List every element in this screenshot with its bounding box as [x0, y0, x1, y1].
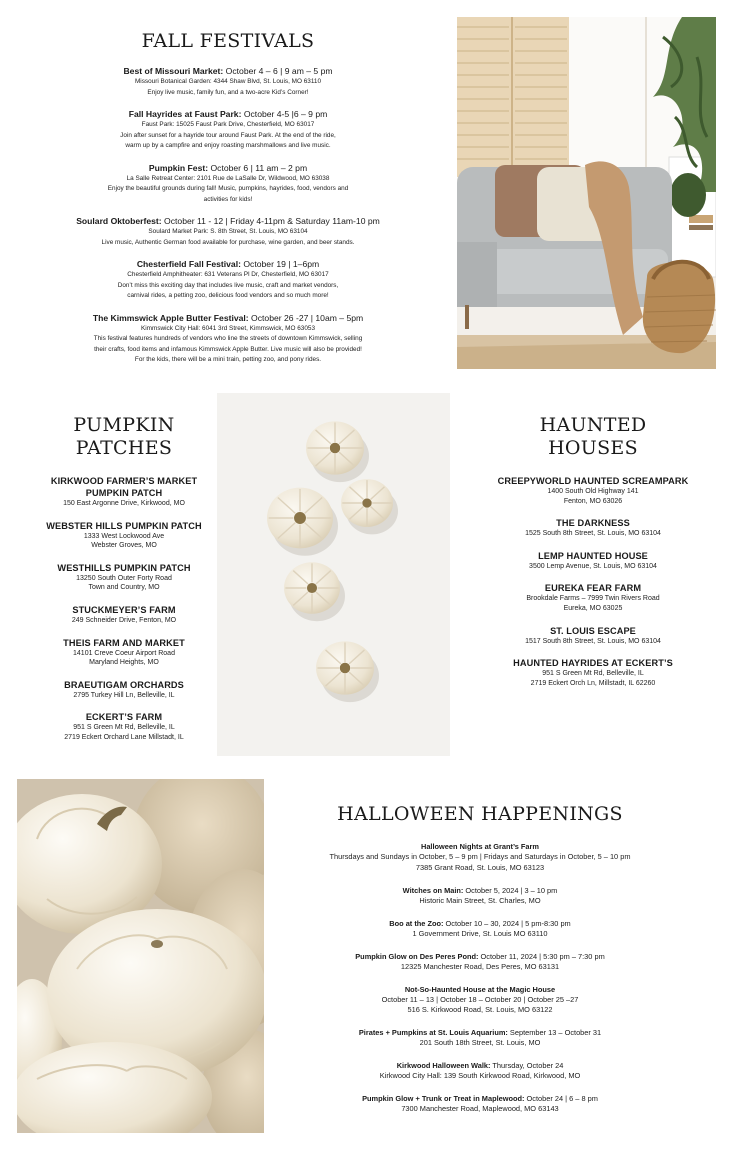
event-heading	[40, 108, 416, 120]
event-detail: Join after sunset for a hayride tour around Faust Park. At the end of the ride,	[120, 131, 336, 139]
event-when: October 4 – 6 | 9 am – 5 pm	[223, 66, 333, 76]
event-detail: Chesterfield Amphitheater: 631 Veterans Pl Dr, Chesterfield, MO 63017	[127, 271, 329, 278]
haunted-house-item	[488, 475, 698, 506]
event-detail: Enjoy live music, family fun, and a two-acre Kid’s Corner!	[147, 88, 309, 96]
entry-name: WESTHILLS PUMPKIN PATCH	[57, 562, 191, 573]
event-detail: carnival rides, a petting zoo, delicious food vendors and so much more!	[127, 292, 329, 299]
event-name: Chesterfield Fall Festival:	[136, 259, 241, 269]
entry-address: 2719 Eckert Orch Ln, Millstadt, IL 62260	[530, 679, 656, 687]
event-detail: Historic Main Street, St. Charles, MO	[419, 895, 541, 905]
entry-name: EUREKA FEAR FARM	[544, 583, 642, 594]
haunted-houses-title-line: HOUSES	[548, 437, 638, 459]
pumpkin-stem	[330, 443, 340, 453]
entry-name: ST. LOUIS ESCAPE	[550, 625, 636, 636]
entry-address: 951 S Green Mt Rd, Belleville, IL	[542, 670, 644, 678]
halloween-event-item	[290, 1060, 670, 1082]
fall-festivals-list	[40, 65, 416, 366]
event-when: October 11, 2024 | 5:30 pm – 7:30 pm	[478, 951, 605, 961]
event-name: Pumpkin Fest:	[148, 162, 209, 173]
event-when: Thursday, October 24	[490, 1061, 564, 1070]
haunted-house-item	[488, 517, 698, 539]
event-name: Kirkwood Halloween Walk:	[396, 1061, 491, 1070]
pumpkin-patch-item	[30, 604, 218, 626]
haunted-houses-list	[488, 475, 698, 688]
event-name: Soulard Oktoberfest:	[76, 216, 162, 226]
event-heading	[290, 1093, 670, 1104]
event-detail: 7385 Grant Road, St. Louis, MO 63123	[415, 862, 545, 872]
entry-address: 2795 Turkey Hill Ln, Belleville, IL	[73, 691, 175, 699]
entry-address: 1333 West Lockwood Ave	[83, 532, 165, 540]
halloween-happenings-list	[290, 841, 670, 1115]
entry-address: Town and Country, MO	[88, 584, 160, 592]
event-heading	[40, 65, 416, 77]
entry-address: 150 East Argonne Drive, Kirkwood, MO	[63, 500, 185, 507]
event-detail: October 11 – 13 | October 18 – October 20 | October 25 –27	[381, 994, 579, 1004]
pumpkin-patch-item	[30, 520, 218, 551]
haunted-house-item	[488, 657, 698, 688]
entry-name: LEMP HAUNTED HOUSE	[538, 550, 648, 561]
event-name: Boo at the Zoo:	[389, 918, 444, 928]
entry-address: 951 S Green Mt Rd, Belleville, IL	[73, 724, 175, 732]
event-when: October 24 | 6 – 8 pm	[524, 1094, 598, 1103]
white-pumpkins-pile-photo	[17, 779, 264, 1133]
halloween-event-item	[290, 984, 670, 1016]
fall-festivals-title: FALL FESTIVALS	[141, 30, 315, 52]
entry-name: CREEPYWORLD HAUNTED SCREAMPARK	[497, 476, 689, 486]
haunted-houses-title	[488, 414, 698, 460]
entry-name: THEIS FARM AND MARKET	[63, 637, 185, 648]
event-detail: Kirkwood City Hall: 139 South Kirkwood Road, Kirkwood, MO	[379, 1071, 581, 1080]
event-detail: Missouri Botanical Garden: 4344 Shaw Blvd, St. Louis, MO 63110	[134, 78, 322, 85]
pumpkin-patches-section	[30, 414, 218, 754]
event-when: October 11 - 12 | Friday 4-11pm & Saturday 11am-10 pm	[161, 216, 380, 226]
pumpkin-patch-item	[30, 637, 218, 668]
entry-address: 1517 South 8th Street, St. Louis, MO 63104	[525, 637, 661, 645]
haunted-house-item	[488, 582, 698, 613]
entry-address: Brookdale Farms – 7999 Twin Rivers Road	[526, 595, 660, 603]
halloween-event-item	[290, 918, 670, 940]
event-detail: For the kids, there will be a mini train, petting zoo, and pony rides.	[134, 356, 322, 363]
pumpkin-patch-item	[30, 711, 218, 742]
pumpkin-stem	[340, 663, 350, 673]
halloween-event-item	[290, 841, 670, 873]
entry-address: Webster Groves, MO	[91, 542, 157, 550]
halloween-event-item	[290, 951, 670, 973]
fall-festival-item	[40, 65, 416, 98]
entry-name: HAUNTED HAYRIDES AT ECKERT’S	[513, 658, 673, 669]
event-heading	[290, 1060, 670, 1071]
event-detail: Live music, Authentic German food available for purchase, wine garden, and beer stands.	[101, 238, 355, 246]
pumpkin-patch-item	[30, 562, 218, 593]
event-when: September 13 – October 31	[507, 1028, 602, 1037]
fall-festivals-section	[40, 30, 416, 376]
event-heading	[40, 215, 416, 227]
event-detail: Thursdays and Sundays in October, 5 – 9 pm | Fridays and Saturdays in October, 5 – 10 pm	[329, 852, 631, 861]
pumpkin-patches-title-line: PATCHES	[75, 437, 173, 459]
event-when: October 19 | 1–6pm	[240, 259, 320, 269]
event-when: October 5, 2024 | 3 – 10 pm	[463, 885, 558, 895]
halloween-happenings-section	[290, 803, 670, 1126]
haunted-houses-section	[488, 414, 698, 699]
event-when: October 26 -27 | 10am – 5pm	[248, 312, 364, 323]
halloween-event-item	[290, 1027, 670, 1049]
event-detail: warm up by a campfire and enjoy roasting marshmallows and live music.	[125, 142, 331, 149]
entry-name: STUCKMEYER’S FARM	[72, 604, 176, 615]
white-pumpkins-pile-illustration	[17, 779, 264, 1133]
event-heading	[290, 885, 670, 896]
entry-name: THE DARKNESS	[556, 518, 630, 529]
entry-address: Maryland Heights, MO	[89, 659, 159, 667]
event-name: The Kimmswick Apple Butter Festival:	[92, 312, 249, 323]
pumpkin-patches-title	[30, 414, 218, 460]
event-detail: activities for kids!	[203, 195, 253, 203]
event-heading	[290, 841, 670, 852]
pumpkin-stem	[294, 512, 306, 524]
halloween-event-item	[290, 1093, 670, 1115]
event-detail: La Salle Retreat Center: 2101 Rue de LaSalle Dr, Wildwood, MO 63038	[126, 174, 330, 182]
event-detail: 201 South 18th Street, St. Louis, MO	[419, 1038, 541, 1047]
living-room-photo	[457, 17, 716, 369]
entry-address: 1400 South Old Highway 141	[547, 488, 639, 495]
pumpkin-patch-item	[30, 475, 218, 509]
entry-address: 249 Schneider Drive, Fenton, MO	[71, 616, 177, 624]
living-room-illustration	[457, 17, 716, 369]
pumpkin-patches-list	[30, 475, 218, 743]
event-heading	[290, 951, 670, 962]
fall-festival-item	[40, 162, 416, 206]
fall-festival-item	[40, 108, 416, 152]
white-pumpkins-flatlay-photo	[217, 393, 450, 756]
haunted-house-item	[488, 625, 698, 647]
fall-festival-item	[40, 312, 416, 366]
event-heading	[290, 1027, 670, 1038]
fall-festival-item	[40, 215, 416, 248]
event-heading	[40, 312, 416, 324]
halloween-happenings-title: HALLOWEEN HAPPENINGS	[337, 803, 623, 825]
event-detail: This festival features hundreds of vendors who line the streets of downtown Kimmswick, selling	[93, 335, 363, 342]
haunted-house-item	[488, 550, 698, 572]
entry-address: 13250 South Outer Forty Road	[76, 574, 172, 582]
entry-name: ECKERT’S FARM	[85, 712, 163, 723]
event-name: Pirates + Pumpkins at St. Louis Aquarium:	[358, 1028, 508, 1037]
pumpkin-stem	[307, 583, 317, 593]
pumpkin-patch-item	[30, 679, 218, 701]
entry-name: PUMPKIN PATCH	[85, 488, 163, 498]
entry-address: 14101 Creve Coeur Airport Road	[73, 649, 175, 657]
event-detail: their crafts, food items and infamous Kimmswick Apple Butter. Live music will also be provided!	[94, 345, 362, 353]
pumpkin-stem	[362, 498, 371, 507]
fall-festival-item	[40, 258, 416, 302]
event-heading	[40, 162, 416, 174]
event-detail: Soulard Market Park: S. 8th Street, St. Louis, MO 63104	[148, 228, 308, 235]
event-name: Witches on Main:	[402, 885, 464, 895]
event-detail: 516 S. Kirkwood Road, St. Louis, MO 63122	[407, 1005, 553, 1014]
entry-address: 2719 Eckert Orchard Lane Millstadt, IL	[64, 733, 184, 741]
event-detail: Faust Park: 15025 Faust Park Drive, Chesterfield, MO 63017	[141, 121, 315, 128]
entry-name: KIRKWOOD FARMER’S MARKET	[50, 476, 198, 486]
event-detail: 1 Government Drive, St. Louis MO 63110	[412, 928, 548, 938]
event-detail: Kimmswick City Hall: 6041 3rd Street, Kimmswick, MO 63053	[140, 324, 315, 332]
halloween-event-item	[290, 885, 670, 907]
entry-address: Fenton, MO 63026	[563, 497, 623, 505]
event-name: Pumpkin Glow + Trunk or Treat in Maplewood:	[362, 1094, 525, 1103]
event-heading	[290, 984, 670, 995]
event-name: Not-So-Haunted House at the Magic House	[404, 984, 556, 994]
event-name: Pumpkin Glow on Des Peres Pond:	[355, 951, 479, 961]
event-name: Fall Hayrides at Faust Park:	[128, 109, 242, 119]
event-heading	[290, 918, 670, 929]
event-when: October 4-5 |6 – 9 pm	[241, 109, 328, 119]
entry-address: 3500 Lemp Avenue, St. Louis, MO 63104	[529, 562, 657, 570]
event-name: Best of Missouri Market:	[123, 66, 224, 76]
event-when: October 6 | 11 am – 2 pm	[208, 162, 308, 173]
entry-name: BRAEUTIGAM ORCHARDS	[64, 679, 184, 690]
white-pumpkins-flatlay-illustration	[217, 393, 450, 756]
event-name: Halloween Nights at Grant’s Farm	[420, 842, 539, 851]
event-detail: Enjoy the beautiful grounds during fall! Music, pumpkins, hayrides, food, vendors and	[107, 185, 349, 192]
event-heading	[40, 258, 416, 270]
event-detail: Don’t miss this exciting day that includes live music, craft and market vendors,	[117, 281, 339, 289]
event-detail: 7300 Manchester Road, Maplewood, MO 63143	[401, 1104, 559, 1113]
entry-address: Eureka, MO 63025	[563, 604, 623, 612]
entry-address: 1525 South 8th Street, St. Louis, MO 63104	[525, 530, 661, 538]
entry-name: WEBSTER HILLS PUMPKIN PATCH	[46, 520, 202, 531]
haunted-houses-title-line: HAUNTED	[539, 414, 647, 436]
event-when: October 10 – 30, 2024 | 5 pm-8:30 pm	[443, 918, 571, 928]
pumpkin-patches-title-line: PUMPKIN	[73, 414, 175, 436]
event-detail: 12325 Manchester Road, Des Peres, MO 63131	[400, 961, 560, 971]
